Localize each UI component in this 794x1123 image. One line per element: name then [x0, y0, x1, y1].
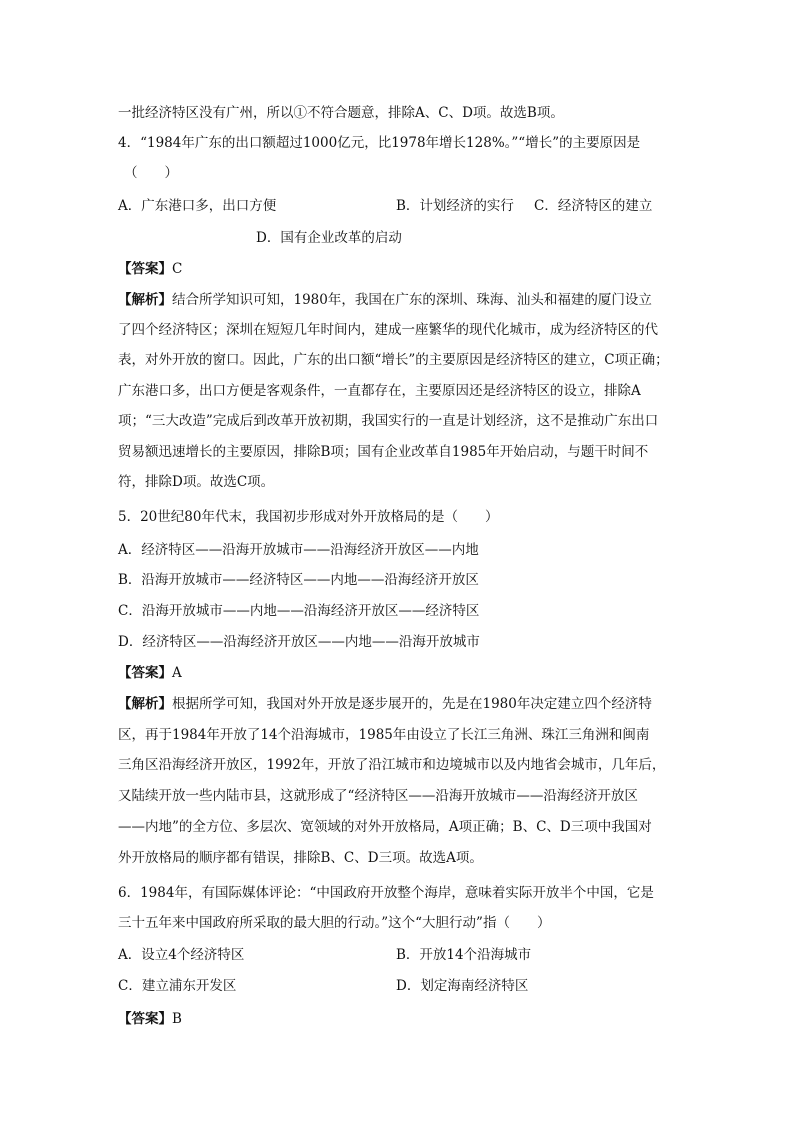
question-4-option-b: B．计划经济的实行 [396, 198, 514, 214]
analysis-label: 【解析】 [118, 696, 172, 712]
answer-label: 【答案】 [118, 665, 172, 681]
question-4-blank: （ ） [124, 165, 178, 181]
analysis-label: 【解析】 [118, 292, 172, 308]
question-4-analysis-line: 了四个经济特区；深圳在短短几年时间内，建成一座繁华的现代化城市，成为经济特区的代 [118, 322, 658, 338]
question-4-analysis-line [118, 290, 652, 310]
question-6-option-c: C．建立浦东开发区 [118, 978, 237, 994]
text-line: 一批经济特区没有广州，所以①不符合题意，排除A、C、D项。故选B项。 [118, 105, 564, 121]
question-4-option-a: A．广东港口多，出口方便 [118, 198, 277, 214]
question-5-analysis-line: ——内地”的全方位、多层次、宽领域的对外开放格局，A项正确；B、C、D三项中我国对 [118, 819, 652, 835]
question-5-option-a: A．经济特区——沿海开放城市——沿海经济开放区——内地 [118, 542, 479, 558]
question-5-option-c: C．沿海开放城市——内地——沿海经济开放区——经济特区 [118, 603, 480, 619]
question-5-analysis-line: 区，再于1984年开放了14个沿海城市，1985年由设立了长江三角洲、珠江三角洲和闽南 [118, 727, 650, 743]
question-4-analysis-line: 项；“三大改造”完成后到改革开放初期，我国实行的一直是计划经济，这不是推动广东出口 [118, 413, 659, 429]
question-5-analysis-line: 外开放格局的顺序都有错误，排除B、C、D三项。故选A项。 [118, 850, 483, 866]
question-5-analysis-line: 又陆续开放一些内陆市县，这就形成了“经济特区——沿海开放城市——沿海经济开放区 [118, 788, 638, 804]
question-6-option-b: B．开放14个沿海城市 [396, 947, 532, 963]
question-4-option-c: C．经济特区的建立 [534, 198, 653, 214]
question-6-stem: 三十五年来中国政府所采取的最大胆的行动。”这个“大胆行动”指（ ） [118, 915, 551, 931]
question-4-answer [118, 259, 182, 279]
analysis-text: 结合所学知识可知，1980年，我国在广东的深圳、珠海、汕头和福建的厦门设立 [172, 292, 652, 308]
question-6-option-d: D．划定海南经济特区 [396, 978, 529, 994]
answer-value: C [172, 261, 183, 277]
question-5-option-d: D．经济特区——沿海经济开放区——内地——沿海开放城市 [118, 634, 480, 650]
question-6-option-a: A．设立4个经济特区 [118, 947, 245, 963]
question-4-analysis-line: 贸易额迅速增长的主要原因，排除B项；国有企业改革自1985年开始启动，与题干时间不 [118, 444, 649, 460]
analysis-text: 根据所学可知，我国对外开放是逐步展开的，先是在1980年决定建立四个经济特 [172, 696, 652, 712]
answer-value: A [172, 665, 182, 681]
question-4-analysis-line: 广东港口多，出口方便是客观条件，一直都存在，主要原因还是经济特区的设立，排除A [118, 383, 641, 399]
question-4-analysis-line: 符，排除D项。故选C项。 [118, 474, 275, 490]
question-5-analysis-line [118, 694, 652, 714]
question-4-analysis-line: 表，对外开放的窗口。因此，广东的出口额“增长”的主要原因是经济特区的建立，C项正确； [118, 352, 669, 368]
question-6-stem: 6．1984年，有国际媒体评论：“中国政府开放整个海岸，意味着实际开放半个中国，它是 [118, 885, 654, 901]
answer-label: 【答案】 [118, 261, 172, 277]
answer-label: 【答案】 [118, 1011, 172, 1027]
question-5-analysis-line: 三角区沿海经济开放区，1992年，开放了沿江城市和边境城市以及内地省会城市，几年后， [118, 757, 666, 773]
question-6-answer [118, 1009, 182, 1029]
question-5-option-b: B．沿海开放城市——经济特区——内地——沿海经济开放区 [118, 572, 479, 588]
question-5-stem: 5．20世纪80年代末，我国初步形成对外开放格局的是（ ） [118, 509, 499, 525]
question-4-option-d: D．国有企业改革的启动 [256, 230, 402, 246]
question-5-answer [118, 663, 182, 683]
answer-value: B [172, 1011, 182, 1027]
question-4-stem: 4．“1984年广东的出口额超过1000亿元，比1978年增长128%。”“增长”的主要原因是 [118, 135, 641, 151]
